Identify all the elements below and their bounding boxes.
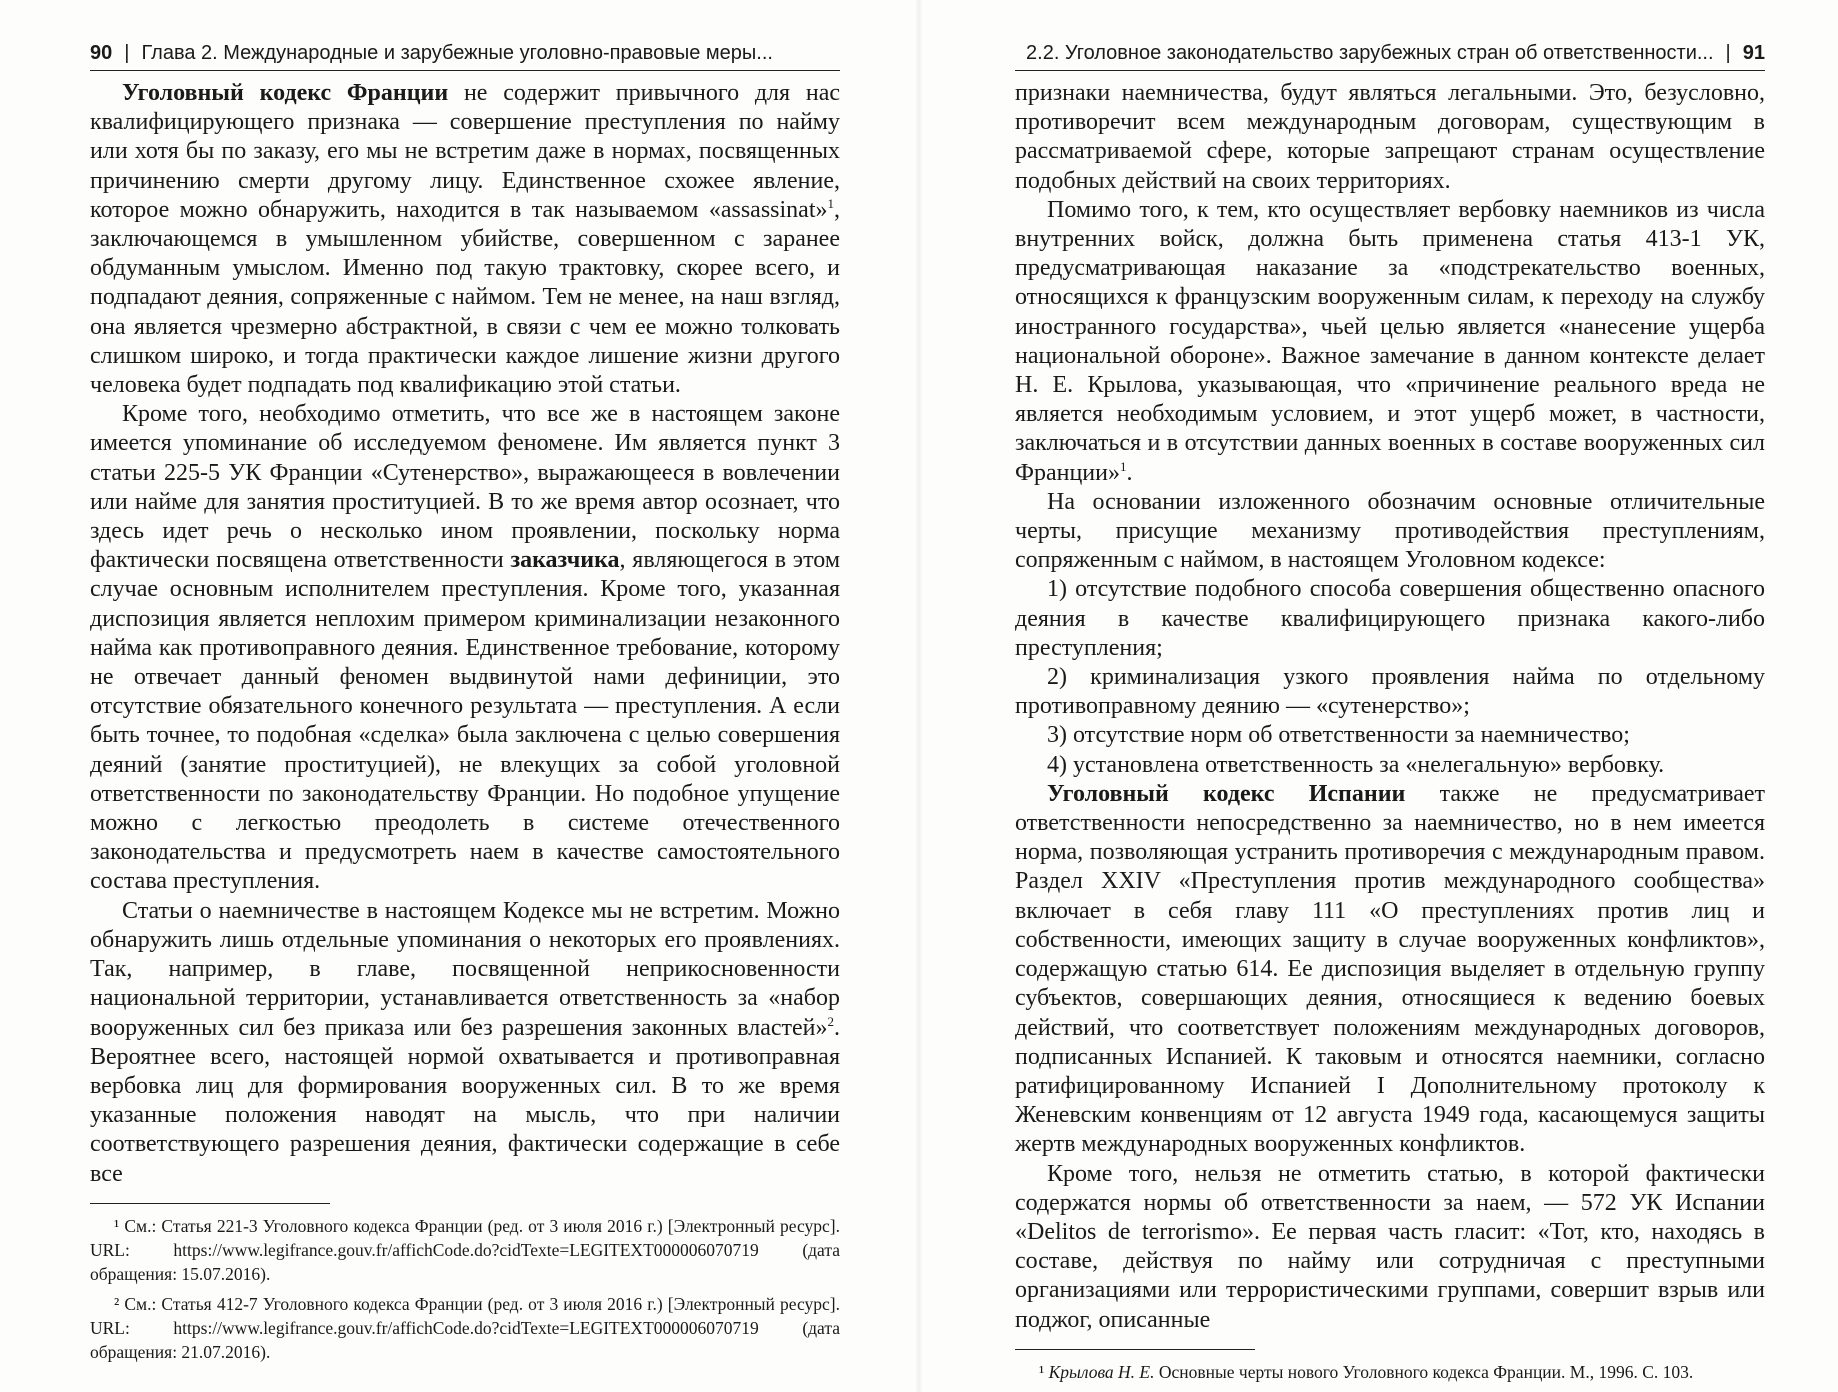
paragraph-text: , являющегося в этом случае основным исполнителем преступления. Кроме того, указанная диспозиция является неплохим примером криминализации незаконного найма как противоправного деяния. Единственное требование, которому не отвечает данный феномен выдвинутой нами дефиниции, это отсутствие обязательного конечного результата — преступления. А если быть точнее, то подобная «сделка» была заключена с целью совершения деяний (занятие проституцией), не влекущих за собой уголовной ответственности по законодательству Франции. Но подобное упущение можно с легкостью преодолеть в системе отечественного законодательства и предусмотреть наем в качестве самостоятельного состава преступления. xyxy=(90,547,840,895)
footnotes-left xyxy=(90,1214,840,1364)
paragraph xyxy=(90,400,840,896)
list-item xyxy=(1015,575,1765,663)
footnote-ref: 2 xyxy=(827,1013,834,1029)
paragraph xyxy=(1015,79,1765,196)
right-page xyxy=(1015,36,1765,1390)
right-page-body xyxy=(1015,79,1765,1335)
footnote xyxy=(1015,1360,1765,1384)
paragraph xyxy=(1015,1160,1765,1335)
left-page-header xyxy=(90,36,840,71)
left-page xyxy=(90,36,840,1370)
running-title-left: Глава 2. Международные и зарубежные уголовно-правовые меры... xyxy=(141,41,773,64)
footnote-ref: 1 xyxy=(827,195,834,211)
footnote: ¹ См.: Статья 221-3 Уголовного кодекса Франции (ред. от 3 июля 2016 г.) [Электронный ресурс]. URL: https://www.legifrance.gouv.fr/affichCode.do?cidTexte=LEGITEXT000006070719 (дата обращения: 15.07.2016). xyxy=(90,1215,840,1284)
list-item xyxy=(1015,751,1765,780)
paragraph-text: Кроме того, необходимо отметить, что все же в настоящем законе имеется упоминание об исследуемом феномене. Им является пункт 3 статьи 225-5 УК Франции «Сутенерство», выражающееся в вовлечении или найме для занятия проституцией. В то же время автор осознает, что здесь идет речь о несколько ином проявлении, поскольку норма фактически посвящена ответственности xyxy=(90,401,840,574)
left-page-body xyxy=(90,79,840,1189)
paragraph-text: не содержит привычного для нас квалифицирующего признака — совершение преступления по найму или хотя бы по заказу, его мы не встретим даже в нормах, посвященных причинению смерти другому лицу. Единственное схожее явление, которое можно обнаружить, находится в так называемом «assassinat» xyxy=(90,80,840,223)
footnote-rule xyxy=(1015,1349,1255,1350)
footnote-rule xyxy=(90,1203,330,1204)
paragraph-text: . xyxy=(1126,459,1133,486)
paragraph-text: также не предусматривает ответственности непосредственно за наемничество, но в нем имеется норма, позволяющая устранить противоречия с международным правом. Раздел XXIV «Преступления против международного сообщества» включает в себя главу 111 «О преступлениях против лиц и собственности, имеющих защиту в случае вооруженных конфликтов», содержащую статью 614. Ее диспозиция выделяет в отдельную группу субъектов, совершающих деяния, относящиеся к ведению боевых действий, что соответствует положениям международных договоров, подписанных Испанией. К таковым и относятся наемники, согласно ратифицированному Испанией I Дополнительному протоколу к Женевским конвенциям от 12 августа 1949 года, касающемуся защиты жертв международных вооруженных конфликтов. xyxy=(1015,780,1765,1158)
paragraph-text: Помимо того, к тем, кто осуществляет вербовку наемников из числа внутренних войск, должна быть применена статья 413-1 УК, предусматривающая наказание за «подстрекательство военных, относящихся к французским вооруженным силам, к переходу на службу иностранного государства», чьей целью является «нанесение ущерба национальной обороне». Важное замечание в данном контексте делает Н. Е. Крылова, указывающая, что «причинение реального вреда не является необходимым условием, и этот ущерб может, в частности, заключаться и в отсутствии данных военных в составе вооруженных сил Франции» xyxy=(1015,196,1765,486)
paragraph xyxy=(1015,780,1765,1160)
footnote-ref: 1 xyxy=(1120,458,1127,474)
page-number-right: 91 xyxy=(1742,41,1765,64)
paragraph-text: На основании изложенного обозначим основные отличительные черты, присущие механизму противодействия преступлениям, сопряженным с наймом, в настоящем Уголовном кодексе: xyxy=(1015,488,1765,574)
emphasis-bold: заказчика xyxy=(510,547,620,574)
footnote-author: Крылова Н. Е. xyxy=(1048,1361,1155,1382)
paragraph-text: , заключающемся в умышленном убийстве, совершенном с заранее обдуманным умыслом. Именно под такую трактовку, скорее всего, и подпадают деяния, сопряженные с наймом. Тем не менее, на наш взгляд, она является чрезмерно абстрактной, в связи с чем ее можно толковать слишком широко, и тогда практически каждое лишение жизни другого человека будет подпадать под квалификацию этой статьи. xyxy=(90,196,840,399)
section-lead-bold: Уголовный кодекс Испании xyxy=(1047,780,1406,807)
right-page-header xyxy=(1015,36,1765,71)
footnote-text: Основные черты нового Уголовного кодекса Франции. М., 1996. С. 103. xyxy=(1154,1361,1694,1382)
list-item-text: 3) отсутствие норм об ответственности за наемничество; xyxy=(1047,722,1630,749)
paragraph xyxy=(90,79,840,400)
footnotes-right xyxy=(1015,1360,1765,1384)
running-title-right: 2.2. Уголовное законодательство зарубежных стран об ответственности... xyxy=(1026,41,1714,64)
list-item-text: 1) отсутствие подобного способа совершения общественно опасного деяния в качестве квалифицирующего признака какого-либо преступления; xyxy=(1015,576,1765,661)
paragraph xyxy=(1015,488,1765,576)
list-item-text: 2) криминализация узкого проявления найма по отдельному противоправному деянию — «сутенерство»; xyxy=(1015,664,1765,720)
paragraph xyxy=(1015,196,1765,488)
paragraph-text: . Вероятнее всего, настоящей нормой охватывается и противоправная вербовка лиц для формирования вооруженных сил. В то же время указанные положения наводят на мысль, что при наличии соответствующего разрешения деяния, фактически содержащие в себе все xyxy=(90,1014,840,1187)
footnote-mark: ¹ xyxy=(1039,1361,1045,1382)
footnote: ² См.: Статья 412-7 Уголовного кодекса Франции (ред. от 3 июля 2016 г.) [Электронный ресурс]. URL: https://www.legifrance.gouv.fr/affichCode.do?cidTexte=LEGITEXT000006070719 (дата обращения: 21.07.2016). xyxy=(90,1293,840,1362)
section-lead-bold: Уголовный кодекс Франции xyxy=(122,80,449,106)
page-number-left: 90 xyxy=(90,41,113,64)
header-separator: | xyxy=(1725,41,1731,64)
list-item xyxy=(1015,721,1765,750)
list-item xyxy=(1015,663,1765,721)
paragraph xyxy=(90,897,840,1189)
paragraph-text: Кроме того, нельзя не отметить статью, в которой фактически содержатся нормы об ответственности за наем, — 572 УК Испании «Delitos de terrorismo». Ее первая часть гласит: «Тот, кто, находясь в составе, действуя по найму или сотрудничая с преступными организациями или террористическими группами, совершит взрыв или поджог, описанные xyxy=(1015,1160,1765,1333)
list-item-text: 4) установлена ответственность за «нелегальную» вербовку. xyxy=(1047,751,1665,778)
header-separator: | xyxy=(124,41,130,64)
paragraph-text: Статьи о наемничестве в настоящем Кодексе мы не встретим. Можно обнаружить лишь отдельные упоминания о некоторых его проявлениях. Так, например, в главе, посвященной неприкосновенности национальной территории, устанавливается ответственность за «набор вооруженных сил без приказа или без разрешения законных властей» xyxy=(90,897,840,1041)
paragraph-text: признаки наемничества, будут являться легальными. Это, безусловно, противоречит всем международным договорам, существующим в рассматриваемой сфере, которые запрещают странам осуществление подобных действий на своих территориях. xyxy=(1015,80,1765,194)
book-gutter xyxy=(915,0,923,1392)
